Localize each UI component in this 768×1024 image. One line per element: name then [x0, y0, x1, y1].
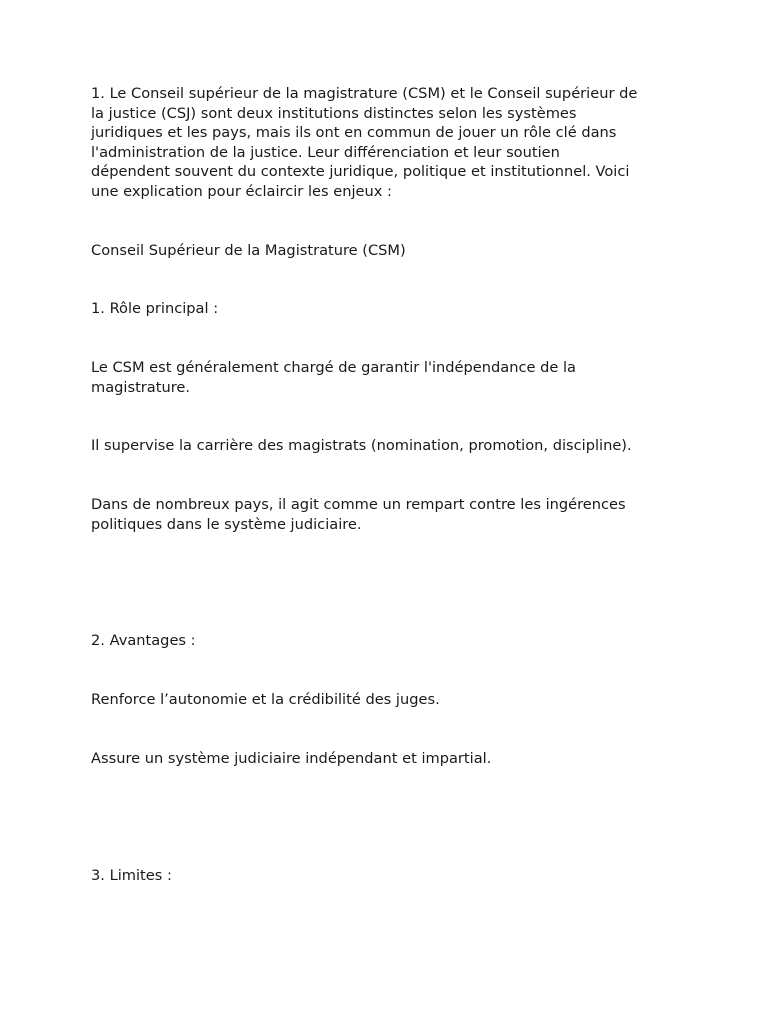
paragraph-autonomy: Renforce l’autonomie et la crédibilité des juges. [91, 691, 440, 708]
section-heading-csm: Conseil Supérieur de la Magistrature (CSM) [91, 242, 406, 259]
paragraph-rampart: Dans de nombreux pays, il agit comme un rempart contre les ingérences politiques dans le système judiciaire. [91, 496, 626, 533]
subheading-limits: 3. Limites : [91, 867, 172, 884]
subheading-advantages: 2. Avantages : [91, 632, 196, 649]
subheading-role: 1. Rôle principal : [91, 300, 219, 317]
paragraph-impartial: Assure un système judiciaire indépendant et impartial. [91, 750, 492, 767]
paragraph-independence: Le CSM est généralement chargé de garantir l'indépendance de la magistrature. [91, 359, 576, 396]
intro-paragraph: 1. Le Conseil supérieur de la magistrature (CSM) et le Conseil supérieur de la justice (CSJ) sont deux institutions distinctes selon les systèmes juridiques et les pays, mais ils ont en commun de jouer un rôle clé dans l'administration de la justice. Leur différenciation et leur soutien dépendent souvent du contexte juridique, politique et institutionnel. Voici une explication pour éclaircir les enjeux : [91, 85, 638, 200]
paragraph-career: Il supervise la carrière des magistrats (nomination, promotion, discipline). [91, 437, 632, 454]
